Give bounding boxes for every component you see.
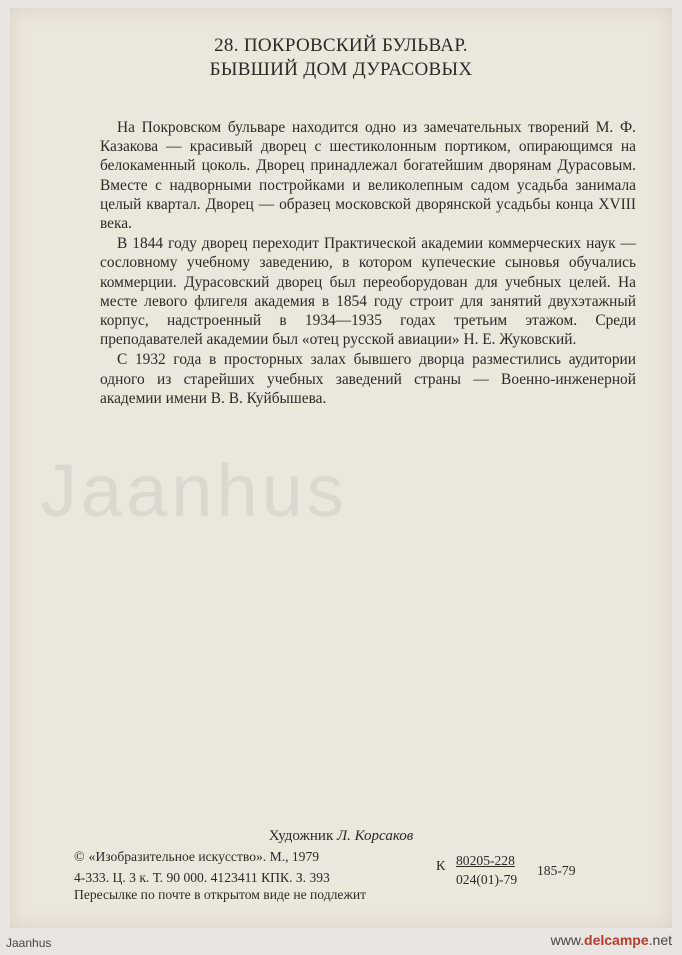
copyright-icon: © [74,850,85,865]
artist-name: Л. Корсаков [337,828,414,844]
publisher: «Изобразительное искусство». М., 1979 [88,849,320,864]
paragraph-2: В 1844 году дворец переходит Практической академии коммерческих наук — сословному учебному заведению, в котором купеческие сыновья обучались коммерции. Дурасовский дворец был переоборудован для учебных целей. На месте левого флигеля академия в 1854 году строит для занятий двухэтажный корпус, надстроенный в 1934—1935 годах третьим этажом. Среди преподавателей академии был «отец русской авиации» Н. Е. Жуковский. [100,235,636,349]
printing-info: 4-333. Ц. 3 к. Т. 90 000. 4123411 КПК. З. 393 [74,870,330,885]
title-line-2: БЫВШИЙ ДОМ ДУРАСОВЫХ [209,59,473,80]
site-brand: delcampe [584,932,649,948]
title-line-1: 28. ПОКРОВСКИЙ БУЛЬВАР. [214,35,468,56]
artist-credit [0,828,682,845]
paragraph-1: На Покровском бульваре находится одно из замечательных творений М. Ф. Казакова — красивый дворец с шестиколонным портиком, опирающимся на белокаменный цоколь. Дворец принадлежал богатейшим дворянам Дурасовым. Вместе с надворными постройками и великолепным садом усадьба занимала целый квартал. Дворец — образец московской дворянской усадьбы конца XVIII века. [100,119,636,233]
mailing-note: Пересылке по почте в открытом виде не подлежит [74,887,367,902]
site-suffix: .net [648,932,672,948]
source-credit: Jaanhus [6,936,52,950]
catalog-code [436,853,636,903]
page-title [10,34,672,82]
artist-label: Художник [268,828,334,844]
site-link[interactable] [551,932,672,948]
catalog-denominator: 024(01)-79 [456,872,518,887]
catalog-letter: К [436,859,446,874]
postcard-back [10,8,672,928]
watermark: Jaanhus [40,449,348,532]
site-prefix: www. [550,932,585,948]
catalog-right: 185-79 [537,863,576,878]
description-text [100,118,636,408]
paragraph-3: С 1932 года в просторных залах бывшего дворца разместились аудитории одного из старейших учебных заведений страны — Военно-инженерной академии имени В. В. Куйбышева. [100,351,636,407]
catalog-numerator: 80205-228 [456,853,515,868]
